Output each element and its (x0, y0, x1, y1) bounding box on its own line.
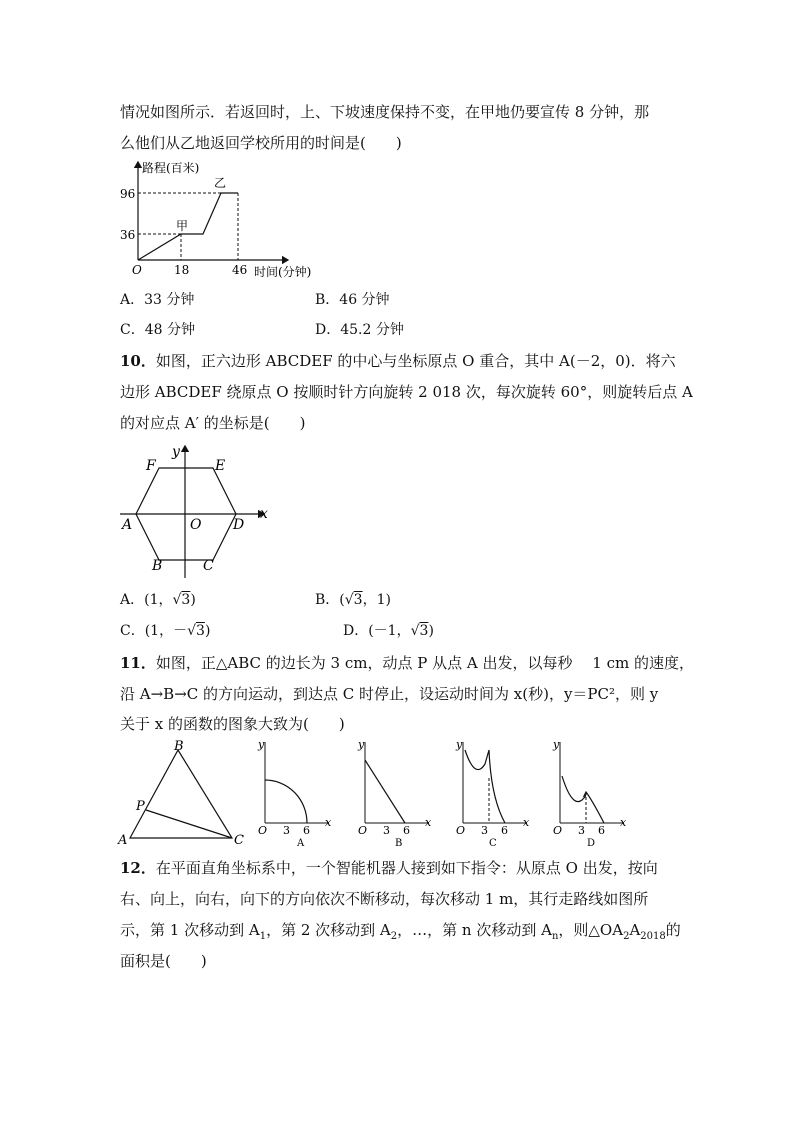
q9-option-a[interactable]: A．33 分钟 (120, 292, 195, 308)
q11-label-p: P (136, 799, 145, 814)
q9-option-b[interactable]: B．46 分钟 (315, 292, 390, 308)
q10-label-b: B (152, 558, 163, 574)
q12-text-line-4: 面积是( ) (120, 952, 207, 970)
q9-option-d[interactable]: D．45.2 分钟 (315, 322, 404, 338)
q10-option-c[interactable]: C．(1，－√3) (120, 623, 211, 639)
q9-y-tick-36: 36 (120, 228, 136, 242)
q10-option-d[interactable]: D．(－1，√3) (343, 623, 434, 639)
svg-text:O: O (553, 824, 563, 837)
q10-text-line-1: 10．如图，正六边形 ABCDEF 的中心与坐标原点 O 重合，其中 A(－2，0)．将六 (120, 352, 676, 370)
q11-text-line-3: 关于 x 的函数的图象大致为( ) (120, 715, 345, 733)
q11-triangle-figure (116, 738, 246, 848)
svg-text:O: O (358, 824, 368, 837)
svg-text:x: x (523, 816, 530, 829)
q11-text-line-1: 11．如图，正△ABC 的边长为 3 cm，动点 P 从点 A 出发，以每秒 1 cm 的速度， (120, 654, 694, 672)
svg-text:6: 6 (303, 824, 310, 837)
svg-text:x: x (620, 816, 627, 829)
q10-label-a: A (122, 517, 133, 533)
svg-text:y: y (553, 738, 560, 751)
q10-text-line-2: 边形 ABCDEF 绕原点 O 按顺时针方向旋转 2 018 次，每次旋转 60°，则旋转后点 A (120, 383, 693, 401)
q9-x-label: 时间(分钟) (254, 265, 312, 279)
q11-graph-c (453, 738, 543, 848)
q9-origin-label: O (132, 263, 142, 277)
svg-text:6: 6 (403, 824, 410, 837)
q9-x-tick-18: 18 (174, 263, 190, 277)
q10-label-o: O (190, 517, 202, 533)
q11-graph-a-label: A (297, 838, 305, 849)
svg-text:3: 3 (578, 824, 585, 837)
q9-y-tick-96: 96 (120, 187, 136, 201)
q11-text-line-2: 沿 A→B→C 的方向运动，到达点 C 时停止，设运动时间为 x(秒)，y＝PC²，则 y (120, 685, 659, 703)
q11-label-c: C (234, 833, 244, 848)
q12-number: 12． (120, 859, 156, 877)
q12-text-line-3: 示，第 1 次移动到 $A_1$，第 2 次移动到 $A_2$，…，第 n 次移动到 $A_n$，则$\triangle OA_2A_{2018}$的 (120, 921, 681, 942)
q12-text-line-1: 12．在平面直角坐标系中，一个智能机器人接到如下指令：从原点 O 出发，按向 (120, 859, 658, 877)
svg-text:x: x (325, 816, 332, 829)
q11-triangle (130, 750, 232, 838)
q9-x-tick-46: 46 (232, 263, 248, 277)
q9-text-line-1: 情况如图所示．若返回时，上、下坡速度保持不变，在甲地仍要宣传 8 分钟，那 (120, 103, 650, 121)
q10-hexagon-figure (118, 440, 278, 580)
q10-label-y: y (172, 444, 180, 460)
q9-distance-time-graph (118, 158, 358, 278)
q11-segment-pc (146, 810, 232, 838)
svg-text:3: 3 (481, 824, 488, 837)
svg-text:y: y (456, 738, 463, 751)
q10-label-d: D (233, 517, 245, 533)
q11-graph-b-label: B (395, 838, 403, 849)
q10-option-a[interactable]: A．(1，√3) (120, 592, 196, 608)
q10-number: 10． (120, 352, 156, 370)
q9-text-line-2: 么他们从乙地返回学校所用的时间是( ) (120, 134, 402, 152)
q11-label-a: A (118, 833, 128, 848)
q11-graph-d (550, 738, 640, 848)
q10-label-f: F (146, 458, 156, 474)
svg-text:y: y (258, 738, 265, 751)
svg-text:6: 6 (501, 824, 508, 837)
q11-graph-c-label: C (489, 838, 497, 849)
q10-label-e: E (215, 458, 226, 474)
svg-text:x: x (425, 816, 432, 829)
q10-label-x: x (260, 506, 268, 522)
svg-text:O: O (456, 824, 466, 837)
q9-option-c[interactable]: C．48 分钟 (120, 322, 195, 338)
q10-label-c: C (203, 558, 214, 574)
q9-y-label: 路程(百米) (142, 161, 200, 175)
svg-text:6: 6 (598, 824, 605, 837)
q11-graph-d-label: D (587, 838, 596, 849)
q12-text-line-2: 右、向上，向右，向下的方向依次不断移动，每次移动 1 m，其行走路线如图所 (120, 890, 649, 908)
q10-text-line-3: 的对应点 A′ 的坐标是( ) (120, 414, 306, 432)
q11-label-b: B (174, 739, 184, 754)
q11-number: 11． (120, 654, 156, 672)
q11-graph-a (255, 738, 345, 848)
svg-text:3: 3 (283, 824, 290, 837)
q9-point-jia: 甲 (176, 219, 189, 233)
svg-text:3: 3 (383, 824, 390, 837)
svg-text:y: y (358, 738, 365, 751)
q9-point-yi: 乙 (214, 176, 227, 190)
svg-text:O: O (258, 824, 268, 837)
q10-option-b[interactable]: B．(√3，1) (315, 592, 391, 608)
q11-graph-b (355, 738, 445, 848)
